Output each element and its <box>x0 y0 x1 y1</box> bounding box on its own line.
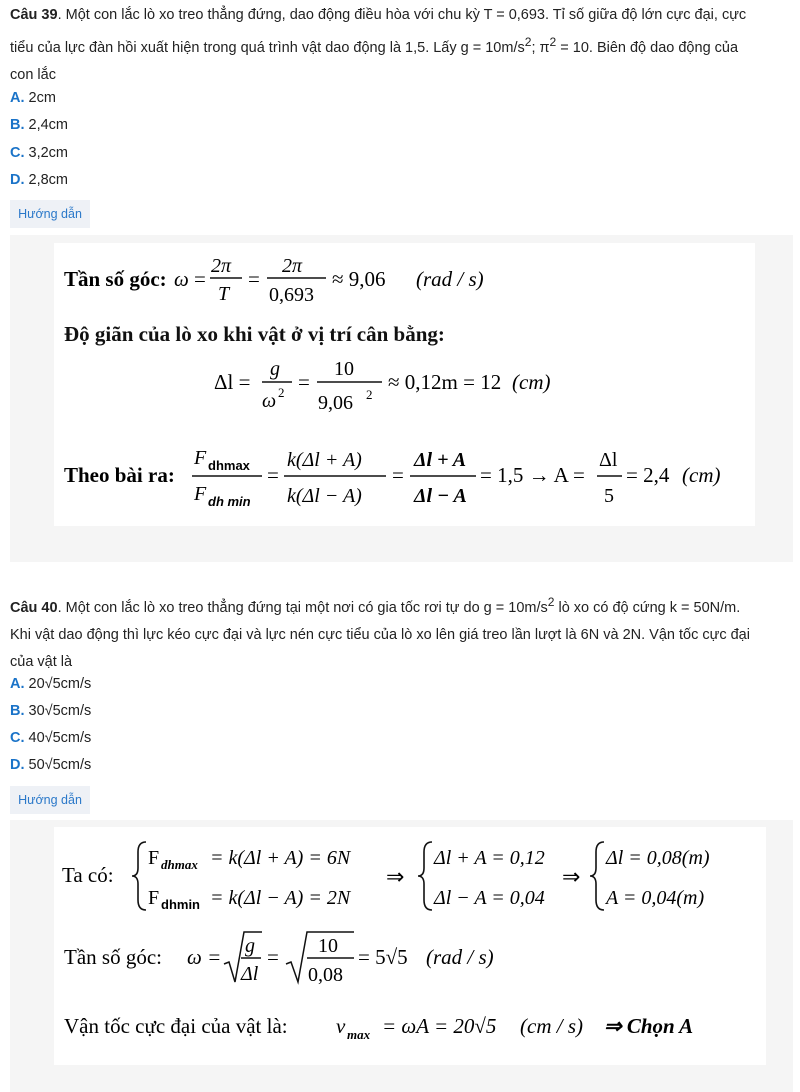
question-number: Câu 40 <box>10 599 58 616</box>
svg-text:Δl + A: Δl + A <box>414 449 467 471</box>
svg-text:(cm): (cm) <box>512 370 551 394</box>
svg-text:F: F <box>148 887 160 909</box>
svg-text:≈ 0,12m = 12: ≈ 0,12m = 12 <box>388 370 502 394</box>
svg-text:Tần số góc:: Tần số góc: <box>64 267 167 291</box>
svg-text:10: 10 <box>334 358 354 380</box>
svg-text:(cm): (cm) <box>682 463 721 487</box>
svg-text:(rad / s): (rad / s) <box>416 267 484 291</box>
option-a[interactable]: A. 20√5cm/s <box>10 676 92 692</box>
option-b[interactable]: B. 30√5cm/s <box>10 703 92 719</box>
svg-text:= ωA = 20√5: = ωA = 20√5 <box>382 1014 497 1038</box>
question-number: Câu 39 <box>10 7 58 23</box>
svg-text:ω: ω <box>262 390 277 412</box>
svg-text:F: F <box>194 447 207 469</box>
svg-text:F: F <box>148 847 160 869</box>
svg-text:Tần số góc:: Tần số góc: <box>64 945 162 969</box>
svg-text:= 2,4: = 2,4 <box>626 463 670 487</box>
svg-text:= k(Δl − A) = 2N: = k(Δl − A) = 2N <box>210 887 351 909</box>
option-c[interactable]: C. 3,2cm <box>10 145 69 161</box>
svg-text:2: 2 <box>366 387 373 402</box>
svg-text:v: v <box>336 1014 346 1038</box>
svg-text:5: 5 <box>604 485 614 507</box>
svg-text:=: = <box>248 267 260 291</box>
svg-text:Δl = 0,08(m): Δl = 0,08(m) <box>606 847 710 869</box>
svg-text:dhmax: dhmax <box>161 857 198 872</box>
solution-line-angular-frequency <box>64 254 534 304</box>
svg-text:Δl: Δl <box>599 449 618 471</box>
svg-text:dh min: dh min <box>208 494 251 509</box>
option-d[interactable]: D. 50√5cm/s <box>10 757 92 773</box>
svg-text:Vận tốc cực đại của vật là:: Vận tốc cực đại của vật là: <box>64 1014 288 1038</box>
solution-line-max-velocity <box>64 1003 754 1051</box>
solution-line-extension-value <box>214 355 574 417</box>
svg-text:Δl: Δl <box>241 963 259 985</box>
svg-text:0,08: 0,08 <box>308 964 343 986</box>
svg-text:g: g <box>270 358 280 380</box>
svg-text:=: = <box>267 945 279 969</box>
svg-text:k(Δl + A): k(Δl + A) <box>287 449 362 471</box>
svg-text:=: = <box>194 267 206 291</box>
svg-text:2π: 2π <box>211 255 232 277</box>
svg-text:g: g <box>245 935 255 957</box>
svg-text:(rad / s): (rad / s) <box>426 945 494 969</box>
svg-text:2π: 2π <box>282 255 303 277</box>
svg-text:ω =: ω = <box>187 945 222 969</box>
svg-text:≈ 9,06: ≈ 9,06 <box>332 267 386 291</box>
guide-button[interactable]: Hướng dẫn <box>10 200 90 228</box>
svg-text:= 1,5 → A =: = 1,5 → A = <box>480 463 585 487</box>
option-b[interactable]: B. 2,4cm <box>10 117 69 133</box>
svg-text:⇒ Chọn A: ⇒ Chọn A <box>604 1014 694 1038</box>
svg-text:Δl − A: Δl − A <box>414 485 467 507</box>
svg-text:ω: ω <box>174 267 189 291</box>
svg-text:= 5√5: = 5√5 <box>358 945 408 969</box>
svg-text:10: 10 <box>318 935 338 957</box>
option-c[interactable]: C. 40√5cm/s <box>10 730 92 746</box>
solution-line-angular-frequency <box>64 928 534 990</box>
svg-text:A = 0,04(m): A = 0,04(m) <box>606 887 705 909</box>
svg-text:0,693: 0,693 <box>269 284 314 304</box>
svg-text:T: T <box>218 283 230 304</box>
svg-text:max: max <box>347 1027 371 1042</box>
svg-text:2: 2 <box>278 385 285 400</box>
svg-text:Theo bài ra:: Theo bài ra: <box>64 463 175 487</box>
svg-text:⇒: ⇒ <box>386 865 405 890</box>
svg-text:k(Δl − A): k(Δl − A) <box>287 485 362 507</box>
svg-text:dhmax: dhmax <box>208 458 250 473</box>
question-40-text: Câu 40. Một con lắc lò xo treo thẳng đứng tại một nơi có gia tốc rơi tự do $g = 10m/s^2$ lò xo có độ cứng k = 50N/m. Khi vật dao động thì lực kéo cực đại và lực nén cực tiểu của lò xo lên giá treo lần lượt là 6N và 2N. Vận tốc cực đại của vật là <box>10 595 750 670</box>
svg-text:Δl =: Δl = <box>214 370 251 394</box>
svg-text:Δl − A = 0,04: Δl − A = 0,04 <box>434 887 545 909</box>
solution-line-spring-extension-heading: Độ giãn của lò xo khi vật ở vị trí cân bằng: <box>64 322 445 346</box>
svg-text:= k(Δl + A) = 6N: = k(Δl + A) = 6N <box>210 847 351 869</box>
svg-text:9,06: 9,06 <box>318 392 353 414</box>
question-39-text: Câu 39. Một con lắc lò xo treo thẳng đứng, dao động điều hòa với chu kỳ T = 0,693. Tỉ số giữa độ lớn cực đại, cực tiểu của lực đàn hồi xuất hiện trong quá trình vật dao động là 1,5. Lấy $g = 10m/s^2$; $\pi^2 = 10$. Biên độ dao động của con lắc <box>10 7 747 83</box>
svg-text:Ta có:: Ta có: <box>62 863 114 887</box>
option-d[interactable]: D. 2,8cm <box>10 172 69 188</box>
solution-line-ratio <box>64 440 744 512</box>
svg-text:dhmin: dhmin <box>161 897 200 912</box>
svg-text:F: F <box>194 483 207 505</box>
svg-text:=: = <box>392 463 404 487</box>
svg-text:⇒: ⇒ <box>562 865 581 890</box>
option-a[interactable]: A. 2cm <box>10 90 56 106</box>
solution-line-system <box>62 834 762 918</box>
svg-text:Δl + A = 0,12: Δl + A = 0,12 <box>434 847 545 869</box>
svg-text:=: = <box>267 463 279 487</box>
guide-button[interactable]: Hướng dẫn <box>10 786 90 814</box>
svg-text:(cm / s): (cm / s) <box>520 1014 583 1038</box>
svg-text:=: = <box>298 370 310 394</box>
